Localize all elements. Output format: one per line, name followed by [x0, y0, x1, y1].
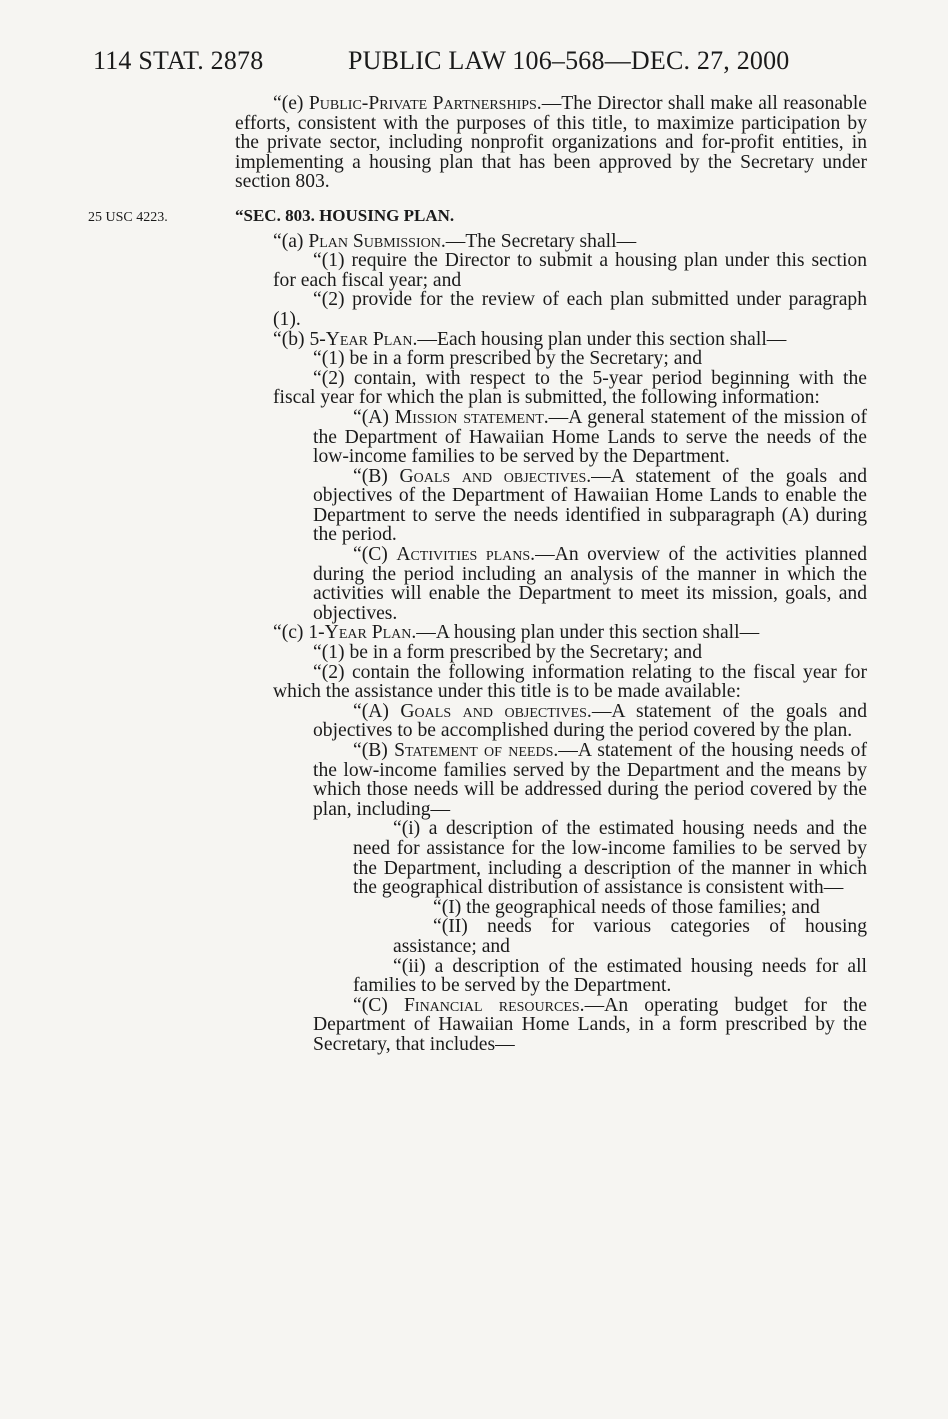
- subsection-a-paragraph-2: “(2) provide for the review of each plan submitted under paragraph (1).: [273, 289, 867, 330]
- document-body: [235, 94, 867, 1055]
- header-title: PUBLIC LAW 106–568—DEC. 27, 2000: [348, 46, 790, 75]
- subsection-a-paragraph-1: “(1) require the Director to submit a housing plan under this section for each fiscal year; and: [273, 250, 867, 291]
- subsection-b-heading: 5-Year Plan.: [309, 328, 418, 350]
- subsection-b-subparagraph-C: “(C) Activities plans.—An overview of the activities planned during the period including an analysis of the manner in which the activities will enable the Department to meet its mission, goals, and objectives.: [313, 544, 867, 624]
- subsection-c-paragraph-1: “(1) be in a form prescribed by the Secretary; and: [313, 642, 702, 664]
- clause-ii: “(ii) a description of the estimated housing needs for all families to be served by the Department.: [353, 955, 867, 997]
- subsection-b-paragraph-1: “(1) be in a form prescribed by the Secretary; and: [313, 348, 702, 370]
- subsection-e-heading: Public-Private Partnerships.: [308, 93, 542, 114]
- clause-i: “(i) a description of the estimated housing needs and the need for assistance for the low-income families to be served by the Department, including a description of the manner in which the geographical distribution of assistance is consistent with—: [353, 818, 867, 899]
- subsection-a: “(a) Plan Submission.—The Secretary shall—: [273, 230, 637, 252]
- subsection-b-subparagraph-B: “(B) Goals and objectives.—A statement of the goals and objectives of the Department of Hawaiian Home Lands to enable the Department to serve the needs identified in subparagraph (A) during the period.: [313, 465, 867, 546]
- subsection-c-paragraph-2: “(2) contain the following information relating to the fiscal year for which the assistance under this title is to be made available:: [273, 661, 867, 703]
- margin-citation: 25 USC 4223.: [88, 210, 168, 225]
- stat-page-number: 114 STAT. 2878: [93, 46, 264, 75]
- subsection-e: “(e) Public-Private Partnerships.—The Director shall make all reasonable efforts, consistent with the purposes of this title, to maximize participation by the private sector, including nonprofit organizations and for-profit entities, in implementing a housing plan that has been approved by the Secretary under section 803.: [235, 93, 867, 193]
- section-heading: “SEC. 803. HOUSING PLAN.: [235, 205, 455, 225]
- subsection-c-heading: 1-Year Plan.: [308, 622, 417, 644]
- subsection-a-heading: Plan Submission.: [308, 230, 446, 252]
- subsection-b-paragraph-2: “(2) contain, with respect to the 5-year period beginning with the fiscal year for which the plan is submitted, the following information:: [273, 367, 867, 409]
- subclause-I: “(I) the geographical needs of those families; and: [433, 896, 820, 918]
- subsection-c: “(c) 1-Year Plan.—A housing plan under this section shall—: [273, 622, 760, 644]
- subsection-b: “(b) 5-Year Plan.—Each housing plan under this section shall—: [273, 328, 787, 350]
- subsection-c-subparagraph-C: “(C) Financial resources.—An operating budget for the Department of Hawaiian Home Lands, in a form prescribed by the Secretary, that includes—: [313, 994, 867, 1055]
- subsection-b-subparagraph-A: “(A) Mission statement.—A general statement of the mission of the Department of Hawaiian Home Lands to serve the needs of the low-income families to be served by the Department.: [313, 406, 867, 468]
- subsection-c-subparagraph-A: “(A) Goals and objectives.—A statement of the goals and objectives to be accomplished during the period covered by the plan.: [313, 700, 867, 742]
- subclause-II: “(II) needs for various categories of housing assistance; and: [393, 916, 867, 957]
- subsection-c-subparagraph-B: “(B) Statement of needs.—A statement of the housing needs of the low-income families served by the Department and the means by which those needs will be addressed during the period covered by the plan, including—: [313, 740, 867, 820]
